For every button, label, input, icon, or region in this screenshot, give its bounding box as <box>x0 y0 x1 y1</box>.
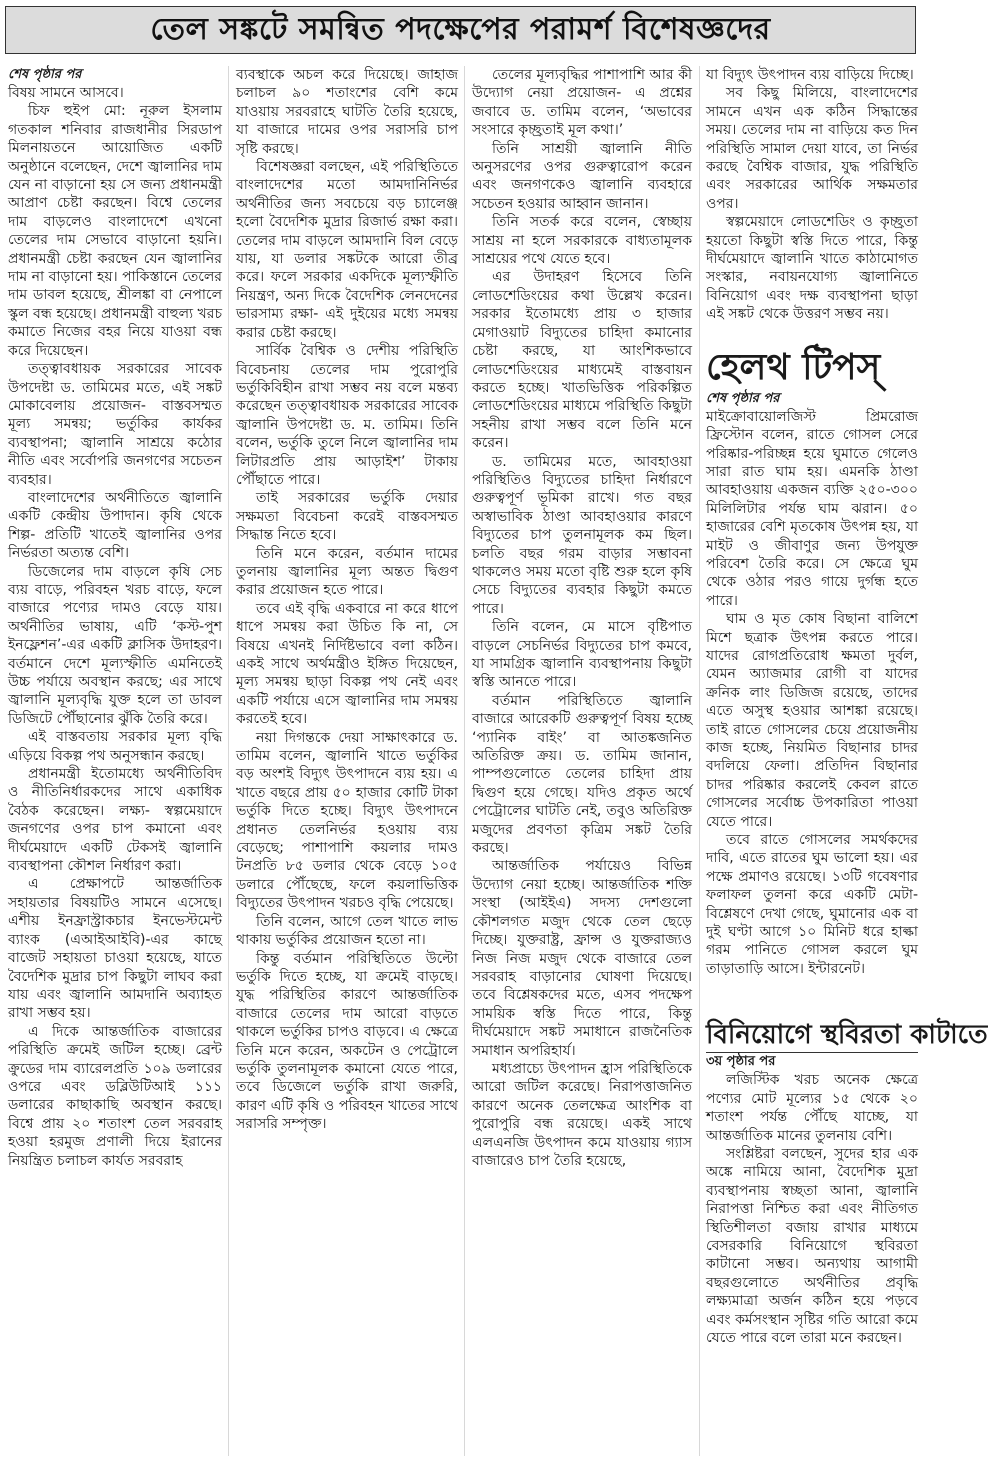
article-paragraph: এই বাস্তবতায় সরকার মূল্য বৃদ্ধি এড়িয়ে বিকল্প পথ অনুসন্ধান করছে। <box>8 729 222 764</box>
article-paragraph: সার্বিক বৈশ্বিক ও দেশীয় পরিস্থিতি বিবেচনায় তেলের দাম পুরোপুরি ভর্তুকিবিহীন রাখা সম্ভব নয় বলে মন্তব্য করেছেন তত্ত্বাবধায়ক সরকারের সাবেক জ্বালানি উপদেষ্টা ড. ম. তামিম। তিনি বলেন, ভর্তুকি তুলে নিলে জ্বালানির দাম লিটারপ্রতি প্রায় আড়াইশ’ টাকায় পৌঁছাতে পারে। <box>236 343 458 488</box>
article-paragraph: তেলের মূল্যবৃদ্ধির পাশাপাশি আর কী উদ্যোগ নেয়া প্রয়োজন- এ প্রশ্নের জবাবে ড. তামিম বলেন, ‘অভাবের সংসারে কৃচ্ছ্রতাই মূল কথা।’ <box>472 67 692 139</box>
paragraphs <box>472 66 692 1170</box>
article-paragraph: বিষয় সামনে আসবে। <box>8 85 124 101</box>
article-paragraph: তিনি সাশ্রয়ী জ্বালানি নীতি অনুসরণের ওপর গুরুত্বারোপ করেন এবং জনগণকেও জ্বালানি ব্যবহারে সচেতন হওয়ার আহ্বান জানান। <box>472 140 692 212</box>
column-divider <box>228 66 229 1456</box>
article-paragraph: মধ্যপ্রাচ্যে উৎপাদন হ্রাস পরিস্থিতিকে আরো জটিল করেছে। নিরাপত্তাজনিত কারণে অনেক তেলক্ষেত্র আংশিক বা পুরোপুরি বন্ধ রয়েছে। একই সাথে এলএনজি উৎপাদন কমে যাওয়ায় গ্যাস বাজারেও চাপ তৈরি হয়েছে, <box>472 1060 692 1169</box>
article-paragraph: তত্ত্বাবধায়ক সরকারের সাবেক উপদেষ্টা ড. তামিমের মতে, এই সঙ্কট মোকাবেলায় প্রয়োজন- বাস্তবসম্মত মূল্য সমন্বয়; ভর্তুকির কার্যকর ব্যবস্থাপনা; জ্বালানি সাশ্রয়ে কঠোর নীতি এবং সর্বোপরি জনগণের সচেতন ব্যবহার। <box>8 361 222 488</box>
article-paragraph: তাই সরকারের ভর্তুকি দেয়ার সক্ষমতা বিবেচনা করেই বাস্তবসম্মত সিদ্ধান্ত নিতে হবে। <box>236 490 458 544</box>
article-paragraph: ড. তামিমের মতে, আবহাওয়া পরিস্থিতিও বিদ্যুতের চাহিদা নির্ধারণে গুরুত্বপূর্ণ ভূমিকা রাখে। গত বছর অস্বাভাবিক ঠাণ্ডা আবহাওয়ার কারণে বিদ্যুতের চাপ তুলনামূলক কম ছিল। চলতি বছর গরম বাড়ার সম্ভাবনা থাকলেও সময় মতো বৃষ্টি শুরু হলে কৃষি সেচে বিদ্যুতের ব্যবহার কিছুটা কমতে পারে। <box>472 453 692 617</box>
article-column-2 <box>236 66 458 1458</box>
column-divider <box>464 66 465 1456</box>
investment-title: বিনিয়োগে স্থবিরতা কাটাতে <box>706 1018 918 1053</box>
article-paragraph: সব কিছু মিলিয়ে, বাংলাদেশের সামনে এখন এক কঠিন সিদ্ধান্তের সময়। তেলের দাম না বাড়িয়ে কত দিন পরিস্থিতি সামাল দেয়া যাবে, তা নির্ভর করছে বৈশ্বিক বাজার, যুদ্ধ পরিস্থিতি এবং সরকারের আর্থিক সক্ষমতার ওপর। <box>706 85 918 212</box>
investment-paragraph: সংশ্লিষ্টরা বলছেন, সুদের হার এক অঙ্কে নামিয়ে আনা, বৈদেশিক মুদ্রা ব্যবস্থাপনায় স্বচ্ছতা আনা, জ্বালানি নিরাপত্তা নিশ্চিত করা এবং নীতিগত স্থিতিশীলতা বজায় রাখার মাধ্যমে বেসরকারি বিনিয়োগে স্থবিরতা কাটানো সম্ভব। অন্যথায় আগামী বছরগুলোতে অর্থনীতির প্রবৃদ্ধি লক্ষ্যমাত্রা অর্জন কঠিন হয়ে পড়বে এবং কর্মসংস্থান সৃষ্টির গতি আরো কমে যেতে পারে বলে তারা মনে করছেন। <box>706 1145 918 1346</box>
page-headline: তেল সঙ্কটে সমন্বিত পদক্ষেপের পরামর্শ বিশেষজ্ঞদের <box>150 11 771 47</box>
column-divider <box>699 66 700 1456</box>
article-column-1 <box>8 66 222 1458</box>
article-paragraph: বর্তমান পরিস্থিতিতে জ্বালানি বাজারে আরেকটি গুরুত্বপূর্ণ বিষয় হচ্ছে ‘প্যানিক বাইং’ বা আতঙ্কজনিত অতিরিক্ত ক্রয়। ড. তামিম জানান, পাম্পগুলোতে তেলের চাহিদা প্রায় দ্বিগুণ হয়ে গেছে। যদিও প্রকৃত অর্থে পেট্রোলের ঘাটতি নেই, তবুও অতিরিক্ত মজুদের প্রবণতা কৃত্রিম সঙ্কট তৈরি করছে। <box>472 692 692 857</box>
article-paragraph: ব্যবস্থাকে অচল করে দিয়েছে। জাহাজ চলাচল ৯০ শতাংশের বেশি কমে যাওয়ায় সরবরাহে ঘাটতি তৈরি হয়েছে, যা বাজারে দামের ওপর সরাসরি চাপ সৃষ্টি করছে। <box>236 67 458 157</box>
health-paragraph: মাইক্রোবায়োলজিস্ট প্রিমরোজ ফ্রিস্টোন বলেন, রাতে গোসল সেরে পরিষ্কার-পরিচ্ছন্ন হয়ে ঘুমাতে গেলেও সারা রাত ঘাম হয়। এমনকি ঠাণ্ডা আবহাওয়ায় একজন ব্যক্তি ২৫০-৩০০ মিলিলিটার পর্যন্ত ঘাম ঝরান। ৫০ হাজারের বেশি মৃতকোষ উৎপন্ন হয়, যা মাইট ও জীবাণুর জন্য উপযুক্ত পরিবেশ তৈরি করে। সে ক্ষেত্রে ঘুম থেকে ওঠার পরও গায়ে দুর্গন্ধ হতে পারে। <box>706 408 918 609</box>
article-paragraph: এ দিকে আন্তর্জাতিক বাজারের পরিস্থিতি ক্রমেই জটিল হচ্ছে। ব্রেন্ট ক্রুডের দাম ব্যারেলপ্রতি ১০৯ ডলারের ওপরে এবং ডব্লিউটিআই ১১১ ডলারের কাছাকাছি অবস্থান করছে। বিশ্বে প্রায় ২০ শতাংশ তেল সরবরাহ হওয়া হরমুজ প্রণালী দিয়ে ইরানের নিয়ন্ত্রিত চলাচল কার্যত সরবরাহ <box>8 1023 222 1169</box>
article-paragraph: তিনি বলেন, আগে তেল খাতে লাভ থাকায় ভর্তুকির প্রয়োজন হতো না। <box>236 913 458 949</box>
investment-paragraphs <box>706 1071 918 1347</box>
paragraphs <box>706 66 918 324</box>
article-paragraph: কিন্তু বর্তমান পরিস্থিতিতে উল্টো ভর্তুকি দিতে হচ্ছে, যা ক্রমেই বাড়ছে। যুদ্ধ পরিস্থিতির কারণে আন্তর্জাতিক বাজারে তেলের দাম আরো বাড়তে থাকলে ভর্তুকির চাপও বাড়বে। এ ক্ষেত্রে তিনি মনে করেন, অকটেন ও পেট্রোলে ভর্তুকি তুলনামূলক কমানো যেতে পারে, তবে ডিজেলে ভর্তুকি রাখা জরুরি, কারণ এটি কৃষি ও পরিবহন খাতের সাথে সরাসরি সম্পৃক্ত। <box>236 950 458 1133</box>
investment-paragraph: লজিস্টিক খরচ অনেক ক্ষেত্রে পণ্যের মোট মূল্যের ১৫ থেকে ২০ শতাংশ পর্যন্ত পৌঁছে যাচ্ছে, যা আন্তর্জাতিক মানের তুলনায় বেশি। <box>706 1072 918 1144</box>
paragraphs <box>8 84 222 1170</box>
continued-kicker: শেষ পৃষ্ঠার পর <box>8 67 82 82</box>
article-paragraph: প্রধানমন্ত্রী ইতোমধ্যে অর্থনীতিবিদ ও নীতিনির্ধারকদের সাথে একাধিক বৈঠক করেছেন। লক্ষ্য- স্বল্পমেয়াদে জনগণের ওপর চাপ কমানো এবং দীর্ঘমেয়াদে একটি টেকসই জ্বালানি ব্যবস্থাপনা কৌশল নির্ধারণ করা। <box>8 766 222 875</box>
article-paragraph: তিনি সতর্ক করে বলেন, স্বেচ্ছায় সাশ্রয় না হলে সরকারকে বাধ্যতামূলক সাশ্রয়ের পথে যেতে হবে। <box>472 214 692 268</box>
article-column-4 <box>706 66 988 1458</box>
article-paragraph: তিনি বলেন, মে মাসে বৃষ্টিপাত বাড়লে সেচনির্ভর বিদ্যুতের চাপ কমবে, যা সামগ্রিক জ্বালানি ব্যবস্থাপনায় কিছুটা স্বস্তি আনতে পারে। <box>472 619 692 691</box>
health-tips-kicker: শেষ পৃষ্ঠার পর <box>706 390 780 406</box>
investment-kicker: ৩য় পৃষ্ঠার পর <box>706 1054 776 1070</box>
paragraphs <box>236 66 458 1134</box>
article-paragraph: বাংলাদেশের অর্থনীতিতে জ্বালানি একটি কেন্দ্রীয় উপাদান। কৃষি থেকে শিল্প- প্রতিটি খাতেই জ্বালানির ওপর নির্ভরতা অত্যন্ত বেশি। <box>8 489 222 562</box>
article-paragraph: এর উদাহরণ হিসেবে তিনি লোডশেডিংয়ের কথা উল্লেখ করেন। সরকার ইতোমধ্যে প্রায় ৩ হাজার মেগাওয়াট বিদ্যুতের চাহিদা কমানোর চেষ্টা করছে, যা আংশিকভাবে লোডশেডিংয়ের মাধ্যমেই বাস্তবায়ন করতে হচ্ছে। খাতভিত্তিক পরিকল্পিত লোডশেডিংয়ের মাধ্যমে পরিস্থিতি কিছুটা সহনীয় রাখা সম্ভব বলে তিনি মনে করেন। <box>472 269 692 452</box>
health-paragraph: তবে রাতে গোসলের সমর্থকদের দাবি, এতে রাতের ঘুম ভালো হয়। এর পক্ষে প্রমাণও রয়েছে। ১৩টি গবেষণার ফলাফল তুলনা করে একটি মেটা-বিশ্লেষণে দেখা গেছে, ঘুমানোর এক বা দুই ঘণ্টা আগে ১০ মিনিট ধরে হাল্কা গরম পানিতে গোসল করলে ঘুম তাড়াতাড়ি আসে। ইন্টারনেট। <box>706 832 918 977</box>
health-paragraphs <box>706 408 918 979</box>
article-paragraph: আন্তর্জাতিক পর্যায়েও বিভিন্ন উদ্যোগ নেয়া হচ্ছে। আন্তর্জাতিক শক্তি সংস্থা (আইইএ) সদস্য দেশগুলো কৌশলগত মজুদ থেকে তেল ছেড়ে দিচ্ছে। যুক্তরাষ্ট্র, ফ্রান্স ও যুক্তরাজ্যও নিজ নিজ মজুদ থেকে বাজারে তেল সরবরাহ বাড়ানোর ঘোষণা দিয়েছে। তবে বিশ্লেষকদের মতে, এসব পদক্ষেপ সাময়িক স্বস্তি দিতে পারে, কিন্তু দীর্ঘমেয়াদে সঙ্কট সমাধানে রাজনৈতিক সমাধান অপরিহার্য। <box>472 858 692 1059</box>
article-paragraph: ডিজেলের দাম বাড়লে কৃষি সেচ ব্যয় বাড়ে, পরিবহন খরচ বাড়ে, ফলে বাজারে পণ্যের দামও বেড়ে যায়। অর্থনীতির ভাষায়, এটি ‘কস্ট-পুশ ইনফ্লেশন’-এর একটি ক্লাসিক উদাহরণ। বর্তমানে দেশে মূল্যস্ফীতি এমনিতেই উচ্চ পর্যায়ে অবস্থান করছে; এর সাথে জ্বালানি মূল্যবৃদ্ধি যুক্ত হলে তা ডাবল ডিজিটে পৌঁছানোর ঝুঁকি তৈরি করে। <box>8 563 222 727</box>
health-tips-title: হেলথ টিপস্ <box>706 346 881 388</box>
article-paragraph: নয়া দিগন্তকে দেয়া সাক্ষাৎকারে ড. তামিম বলেন, জ্বালানি খাতে ভর্তুকির বড় অংশই বিদ্যুৎ উৎপাদনে ব্যয় হয়। এ খাতে বছরে প্রায় ৫০ হাজার কোটি টাকা ভর্তুকি দিতে হচ্ছে। বিদ্যুৎ উৎপাদনে প্রধানত তেলনির্ভর হওয়ায় ব্যয় বেড়েছে; পাশাপাশি কয়লার দামও টনপ্রতি ৮৫ ডলার থেকে বেড়ে ১০৫ ডলারে পৌঁছেছে, ফলে কয়লাভিত্তিক বিদ্যুতের উৎপাদন খরচও বৃদ্ধি পেয়েছে। <box>236 729 458 912</box>
article-paragraph: স্বল্পমেয়াদে লোডশেডিং ও কৃচ্ছ্রতা হয়তো কিছুটা স্বস্তি দিতে পারে, কিন্তু দীর্ঘমেয়াদে জ্বালানি খাতে কাঠামোগত সংস্কার, নবায়নযোগ্য জ্বালানিতে বিনিয়োগ এবং দক্ষ ব্যবস্থাপনা ছাড়া এই সঙ্কট থেকে উত্তরণ সম্ভব নয়। <box>706 214 918 323</box>
headline-box <box>5 6 916 54</box>
health-paragraph: ঘাম ও মৃত কোষ বিছানা বালিশে মিশে ছত্রাক উৎপন্ন করতে পারে। যাদের রোগপ্রতিরোধ ক্ষমতা দুর্বল, যেমন অ্যাজমার রোগী বা যাদের ক্রনিক লাং ডিজিজ রয়েছে, তাদের এতে অসুস্থ হওয়ার আশঙ্কা রয়েছে। তাই রাতে গোসলের চেয়ে প্রয়োজনীয় কাজ হচ্ছে, নিয়মিত বিছানার চাদর বদলিয়ে ফেলা। প্রতিদিন বিছানার চাদর পরিষ্কার করলেই কেবল রাতে গোসলের সর্বোচ্চ উপকারিতা পাওয়া যেতে পারে। <box>706 611 918 830</box>
article-paragraph: বিশেষজ্ঞরা বলছেন, এই পরিস্থিতিতে বাংলাদেশের মতো আমদানিনির্ভর অর্থনীতির জন্য সবচেয়ে বড় চ্যালেঞ্জ হলো বৈদেশিক মুদ্রার রিজার্ভ রক্ষা করা। তেলের দাম বাড়লে আমদানি বিল বেড়ে যায়, যা ডলার সঙ্কটকে আরো তীব্র করে। ফলে সরকার একদিকে মূল্যস্ফীতি নিয়ন্ত্রণ, অন্য দিকে বৈদেশিক লেনদেনের ভারসাম্য রক্ষা- এই দুইয়ের মধ্যে সমন্বয় করার চেষ্টা করছে। <box>236 159 458 341</box>
article-paragraph: তবে এই বৃদ্ধি একবারে না করে ধাপে ধাপে সমন্বয় করা উচিত কি না, সে বিষয়ে এখনই নির্দিষ্টভাবে বলা কঠিন। একই সাথে অর্থমন্ত্রীও ইঙ্গিত দিয়েছেন, মূল্য সমন্বয় ছাড়া বিকল্প পথ নেই এবং একটি পর্যায়ে এসে জ্বালানির দাম সমন্বয় করতেই হবে। <box>236 600 458 728</box>
article-paragraph: এ প্রেক্ষাপটে আন্তর্জাতিক সহায়তার বিষয়টিও সামনে এসেছে। এশীয় ইনফ্রাস্ট্রাকচার ইনভেস্টমেন্ট ব্যাংক (এআইআইবি)-এর কাছে বাজেট সহায়তা চাওয়া হয়েছে, যাতে বৈদেশিক মুদ্রার চাপ কিছুটা লাঘব করা যায় এবং জ্বালানি আমদানি অব্যাহত রাখা সম্ভব হয়। <box>8 876 222 1022</box>
article-paragraph: যা বিদ্যুৎ উৎপাদন ব্যয় বাড়িয়ে দিচ্ছে। <box>706 67 914 83</box>
article-paragraph: চিফ হুইপ মো: নূরুল ইসলাম গতকাল শনিবার রাজধানীর সিরডাপ মিলনায়তনে আয়োজিত একটি অনুষ্ঠানে বলেছেন, দেশে জ্বালানির দাম যেন না বাড়ানো হয় সে জন্য প্রধানমন্ত্রী আপ্রাণ চেষ্টা করছেন। বিশ্বে তেলের দাম বাড়লেও বাংলাদেশে এখনো তেলের দাম সেভাবে বাড়ানো হয়নি। প্রধানমন্ত্রী চেষ্টা করছেন যেন জ্বালানির দাম না বাড়ানো হয়। পাকিস্তানে তেলের দাম ডাবল হয়েছে, শ্রীলঙ্কা বা নেপালে স্কুল বন্ধ হয়েছে। প্রধানমন্ত্রী বাহুল্য খরচ কমাতে নিজের বহর নিয়ে যাওয়া বন্ধ করে দিয়েছেন। <box>8 103 222 359</box>
article-paragraph: তিনি মনে করেন, বর্তমান দামের তুলনায় জ্বালানির মূল্য অন্তত দ্বিগুণ করার প্রয়োজন হতে পারে। <box>236 545 458 599</box>
article-column-3 <box>472 66 692 1458</box>
